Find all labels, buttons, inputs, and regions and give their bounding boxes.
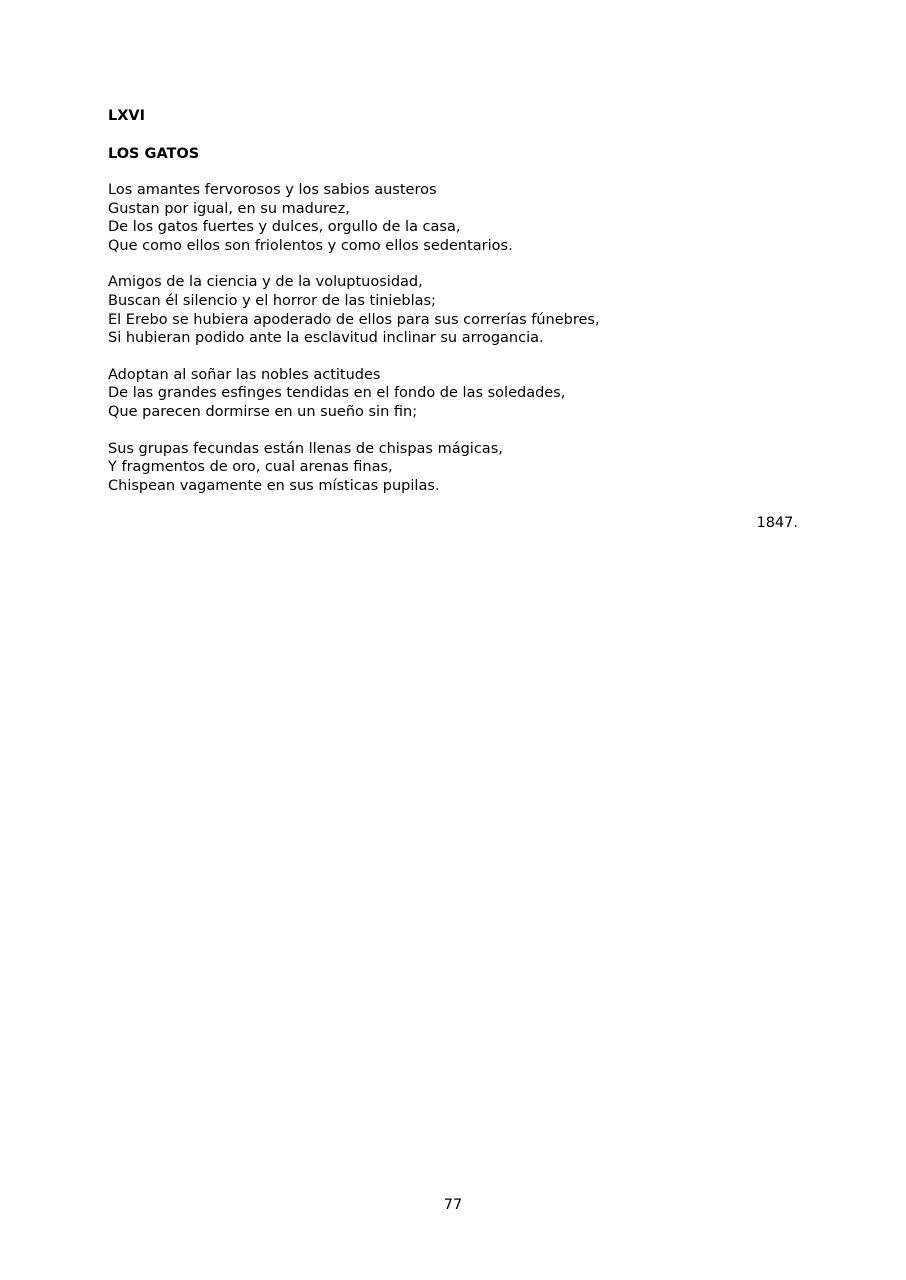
poem-body (108, 181, 808, 513)
verse-line: Y fragmentos de oro, cual arenas finas, (108, 459, 393, 476)
stanza-3 (108, 366, 808, 422)
poem-title: LOS GATOS (108, 146, 200, 162)
verse-line: Chispean vagamente en sus místicas pupilas. (108, 477, 440, 494)
stanza-4 (108, 440, 808, 496)
verse-line: De los gatos fuertes y dulces, orgullo de la casa, (108, 219, 461, 236)
verse-line: Que como ellos son friolentos y como ellos sedentarios. (108, 237, 513, 254)
poem-date: 1847. (756, 515, 798, 531)
verse-line: Amigos de la ciencia y de la voluptuosidad, (108, 274, 423, 291)
verse-line: Los amantes fervorosos y los sabios austeros (108, 182, 437, 198)
stanza-1 (108, 181, 808, 255)
verse-line: Que parecen dormirse en un sueño sin fin; (108, 403, 418, 420)
verse-line: Sus grupas fecundas están llenas de chispas mágicas, (108, 440, 503, 457)
verse-line: Adoptan al soñar las nobles actitudes (108, 366, 381, 383)
verse-line: De las grandes esfinges tendidas en el fondo de las soledades, (108, 385, 566, 402)
verse-line: Si hubieran podido ante la esclavitud inclinar su arrogancia. (108, 330, 544, 347)
verse-line: El Erebo se hubiera apoderado de ellos para sus correrías fúnebres, (108, 311, 600, 328)
verse-line: Gustan por igual, en su madurez, (108, 200, 350, 217)
poem-number: LXVI (108, 108, 146, 124)
page-number: 77 (443, 1197, 463, 1213)
stanza-2 (108, 273, 808, 347)
verse-line: Buscan él silencio y el horror de las tinieblas; (108, 292, 436, 309)
